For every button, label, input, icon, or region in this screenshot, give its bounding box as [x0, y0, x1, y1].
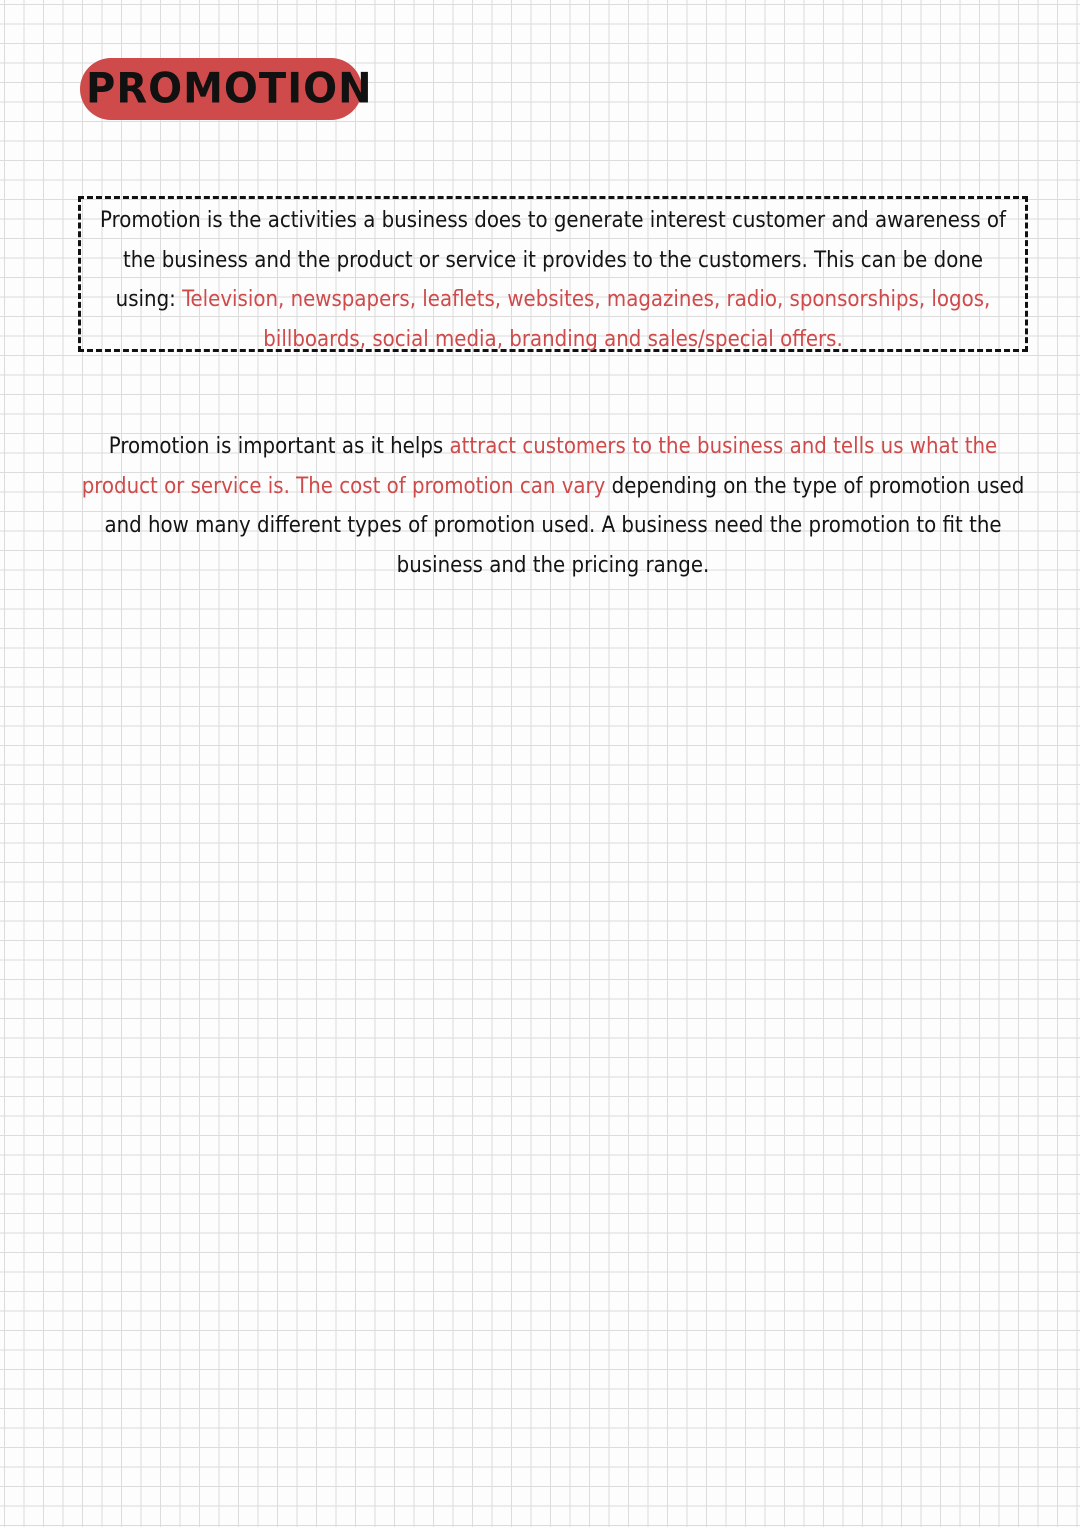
importance-paragraph: [80, 427, 1026, 585]
importance-highlight: attract customers to the business and tells us what the product or service is. The cost of promotion can vary: [81, 434, 998, 499]
page-title: PROMOTION: [86, 64, 373, 114]
definition-text: [93, 201, 1013, 359]
importance-part-1: Promotion is important as it helps: [108, 434, 450, 459]
promotion-methods: Television, newspapers, leaflets, websites, magazines, radio, sponsorships, logos, billboards, social media, branding and sales/special offers.: [182, 287, 991, 352]
importance-part-3: depending on the type of promotion used and how many different types of promotion used. A business need the promotion to fit the business and the pricing range.: [104, 473, 1025, 578]
title-banner: [80, 58, 373, 120]
definition-box: [78, 196, 1028, 352]
definition-intro: Promotion is the activities a business does to generate interest customer and awareness of the business and the product or service it provides to the customers. This can be done using:: [100, 208, 1006, 312]
